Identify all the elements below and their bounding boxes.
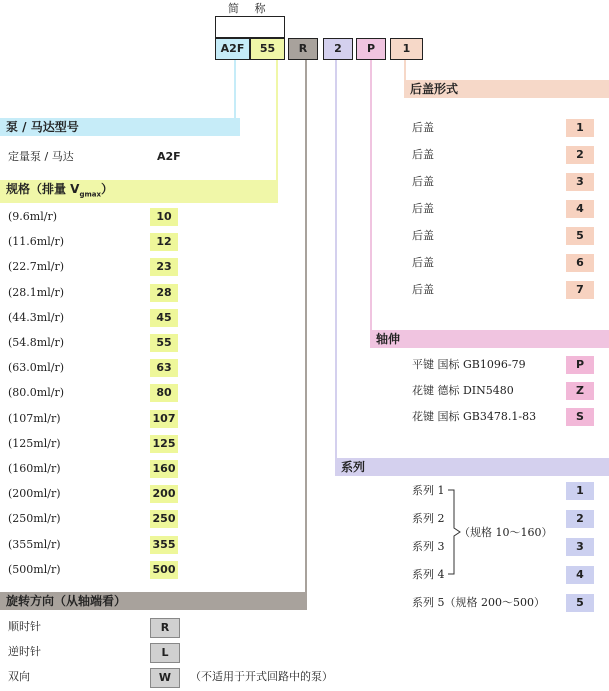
cover-row-code: 3 xyxy=(566,173,594,191)
series-row-label: 系列 5（规格 200～500） xyxy=(412,596,545,609)
size-row-code: 12 xyxy=(150,233,178,251)
rotation-row-code: R xyxy=(150,618,180,638)
size-row-label: (63.0ml/r) xyxy=(8,361,64,375)
size-row-label: (160ml/r) xyxy=(8,462,61,475)
cover-row-code: 5 xyxy=(566,227,594,245)
size-row-code: 23 xyxy=(150,258,178,276)
cover-row-code: 7 xyxy=(566,281,594,299)
series-row-code: 5 xyxy=(566,594,594,612)
size-section-title: 规格（排量 V xyxy=(6,182,80,196)
cover-row-label: 后盖 xyxy=(412,121,434,134)
abbreviation-label: 简 称 xyxy=(228,2,272,15)
series-section-header xyxy=(335,458,609,476)
size-row-code: 500 xyxy=(150,561,178,579)
connector-pump xyxy=(234,60,236,118)
rotation-row-label: 顺时针 xyxy=(8,620,41,633)
pump-row-label: 定量泵 / 马达 xyxy=(8,150,74,163)
shaft-section-title: 轴伸 xyxy=(376,332,401,346)
code-box-series: 2 xyxy=(323,38,353,60)
connector-rotation xyxy=(305,60,307,594)
size-section-title-end: ） xyxy=(101,182,114,196)
cover-row-code: 6 xyxy=(566,254,594,272)
rotation-row-code: W xyxy=(150,668,180,688)
cover-row-label: 后盖 xyxy=(412,202,434,215)
code-box-shaft: P xyxy=(356,38,386,60)
cover-section-header xyxy=(404,80,609,98)
size-row-label: (54.8ml/r) xyxy=(8,336,64,349)
cover-row-code: 2 xyxy=(566,146,594,164)
cover-row-code: 1 xyxy=(566,119,594,137)
size-row-code: 80 xyxy=(150,384,178,402)
code-box-pump: A2F xyxy=(215,38,250,60)
shaft-row-label: 平键 国标 GB1096-79 xyxy=(412,358,526,371)
series-row-label: 系列 2 xyxy=(412,512,445,525)
size-row-label: (125ml/r) xyxy=(8,436,61,450)
series-row-code: 2 xyxy=(566,510,594,528)
shaft-row-code: Z xyxy=(566,382,594,400)
size-row-label: (9.6ml/r) xyxy=(8,210,57,223)
rotation-section-title: 旋转方向（从轴端看） xyxy=(6,594,127,608)
cover-section-title: 后盖形式 xyxy=(410,82,459,96)
cover-row-label: 后盖 xyxy=(412,175,434,188)
rotation-row-code: L xyxy=(150,643,180,663)
size-row-code: 10 xyxy=(150,208,178,226)
size-row-code: 45 xyxy=(150,309,178,327)
series-section-title: 系列 xyxy=(341,460,366,474)
series-group-note: （规格 10～160） xyxy=(459,526,553,539)
size-row-code: 55 xyxy=(150,334,178,352)
size-row-label: (28.1ml/r) xyxy=(8,285,64,299)
cover-row-code: 4 xyxy=(566,200,594,218)
connector-size xyxy=(276,60,278,180)
size-row-code: 63 xyxy=(150,359,178,377)
size-row-code: 250 xyxy=(150,510,178,528)
size-row-code: 355 xyxy=(150,536,178,554)
size-row-label: (44.3ml/r) xyxy=(8,310,64,324)
cover-row-label: 后盖 xyxy=(412,283,434,296)
cover-row-label: 后盖 xyxy=(412,229,434,242)
series-row-code: 4 xyxy=(566,566,594,584)
size-row-code: 160 xyxy=(150,460,178,478)
size-row-code: 107 xyxy=(150,410,178,428)
connector-shaft xyxy=(370,60,372,332)
size-section-title-sub: gmax xyxy=(79,190,102,199)
size-row-label: (200ml/r) xyxy=(8,487,61,501)
size-row-label: (250ml/r) xyxy=(8,512,61,526)
code-box-rotation: R xyxy=(288,38,318,60)
size-row-code: 28 xyxy=(150,284,178,302)
pump-section-title: 泵 / 马达型号 xyxy=(6,120,79,134)
series-row-code: 3 xyxy=(566,538,594,556)
size-row-label: (107ml/r) xyxy=(8,411,61,425)
shaft-row-label: 花键 国标 GB3478.1-83 xyxy=(412,410,537,423)
rotation-section-header xyxy=(0,592,307,610)
rotation-row-note: （不适用于开式回路中的泵） xyxy=(190,670,333,683)
connector-series xyxy=(335,60,337,464)
cover-row-label: 后盖 xyxy=(412,256,434,269)
size-row-label: (500ml/r) xyxy=(8,562,61,576)
size-section-header xyxy=(0,180,278,203)
pump-section-header xyxy=(0,118,240,136)
cover-row-label: 后盖 xyxy=(412,148,434,161)
series-row-label: 系列 4 xyxy=(412,568,445,581)
size-row-code: 200 xyxy=(150,485,178,503)
rotation-row-label: 双向 xyxy=(8,670,30,683)
series-row-code: 1 xyxy=(566,482,594,500)
size-row-label: (11.6ml/r) xyxy=(8,235,64,249)
series-row-label: 系列 1 xyxy=(412,484,445,497)
pump-row-code: A2F xyxy=(157,150,181,163)
abbreviation-box xyxy=(215,16,285,38)
rotation-row-label: 逆时针 xyxy=(8,645,41,658)
size-row-label: (355ml/r) xyxy=(8,537,61,551)
size-row-label: (80.0ml/r) xyxy=(8,386,64,400)
size-row-label: (22.7ml/r) xyxy=(8,260,64,274)
shaft-row-code: S xyxy=(566,408,594,426)
connector-cover xyxy=(404,60,406,82)
shaft-section-header xyxy=(370,330,609,348)
code-box-cover: 1 xyxy=(390,38,423,60)
shaft-row-code: P xyxy=(566,356,594,374)
code-box-size: 55 xyxy=(250,38,285,60)
shaft-row-label: 花键 德标 DIN5480 xyxy=(412,384,514,397)
size-row-code: 125 xyxy=(150,435,178,453)
series-row-label: 系列 3 xyxy=(412,540,445,553)
